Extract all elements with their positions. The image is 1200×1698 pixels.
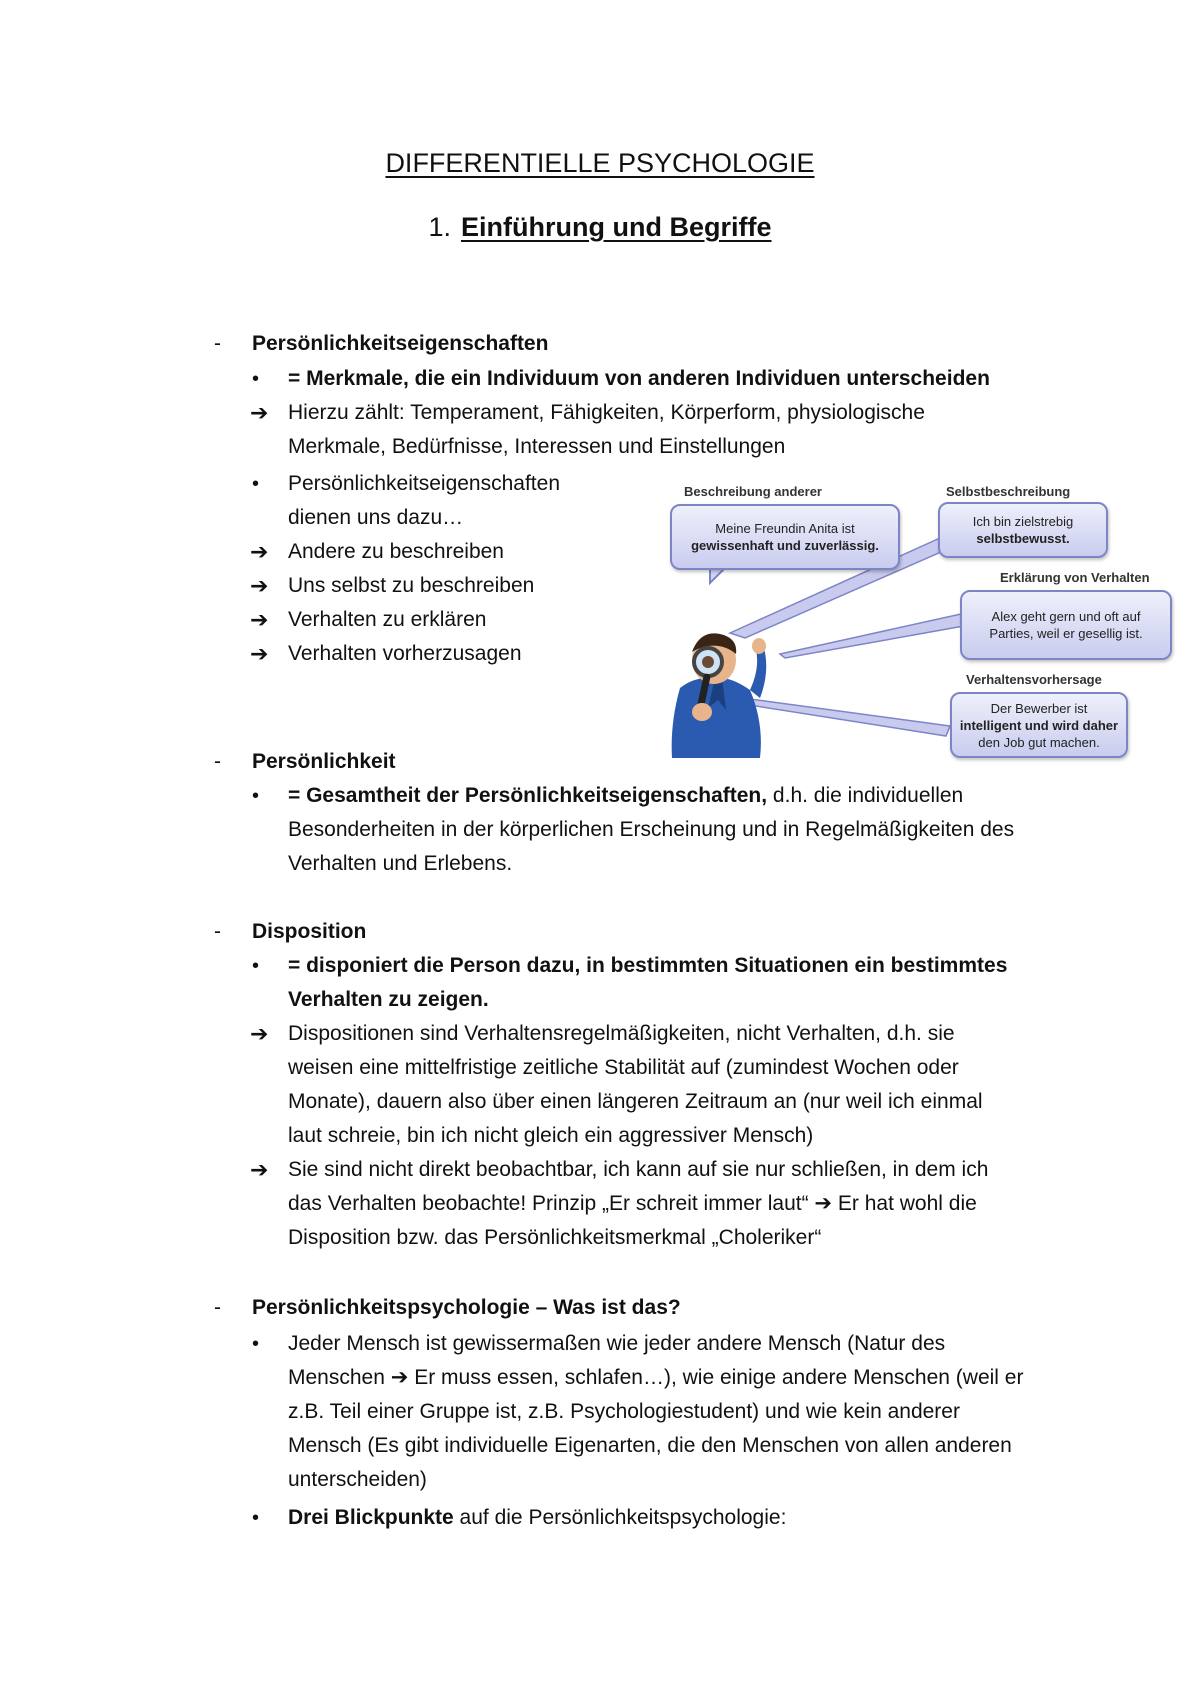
bullet-icon: •	[252, 473, 260, 495]
section-title-text: Einführung und Begriffe	[461, 212, 772, 242]
person-with-magnifier-icon	[660, 628, 770, 758]
heading-persoenlichkeitseigenschaften: Persönlichkeitseigenschaften	[252, 332, 549, 355]
bubble-text: Meine Freundin Anita ist	[715, 521, 855, 536]
label-selbstbeschreibung: Selbstbeschreibung	[946, 484, 1071, 499]
list-dash: -	[214, 920, 221, 943]
arrow-right-icon: ➔	[250, 1021, 269, 1046]
list-dash: -	[214, 1296, 221, 1319]
list-item-text: Mensch (Es gibt individuelle Eigenarten, die den Menschen von allen anderen	[288, 1434, 1012, 1457]
bubble-text: Parties, weil er gesellig ist.	[989, 626, 1143, 641]
list-item-text	[288, 1190, 977, 1218]
list-item-text-part: Er hat wohl die	[837, 1192, 977, 1215]
list-item-text: dienen uns dazu…	[288, 506, 464, 529]
list-item-text: z.B. Teil einer Gruppe ist, z.B. Psychologiestudent) und wie kein anderer	[288, 1400, 960, 1423]
definition-merkmale: = Merkmale, die ein Individuum von anderen Individuen unterscheiden	[288, 367, 990, 390]
bubble-text: Der Bewerber ist	[990, 700, 1088, 716]
list-item-text-part: das Verhalten beobachte! Prinzip „Er schreit immer laut“	[288, 1192, 809, 1215]
definition-bold: = Gesamtheit der Persönlichkeitseigenschaften,	[288, 784, 768, 807]
list-item-text: Verhalten vorherzusagen	[288, 642, 522, 665]
list-item-text: laut schreie, bin ich nicht gleich ein aggressiver Mensch)	[288, 1124, 814, 1147]
list-item-text: Disposition bzw. das Persönlichkeitsmerkmal „Choleriker“	[288, 1226, 822, 1249]
definition-disposition: = disponiert die Person dazu, in bestimmten Situationen ein bestimmtes	[288, 954, 1008, 977]
bubble-text: gewissenhaft und zuverlässig.	[691, 538, 879, 553]
bullet-icon: •	[252, 955, 260, 977]
list-item-text: Merkmale, Bedürfnisse, Interessen und Einstellungen	[288, 435, 786, 458]
label-verhaltensvorhersage: Verhaltensvorhersage	[966, 672, 1102, 687]
list-item-text	[288, 1364, 1023, 1392]
list-item-text: Dispositionen sind Verhaltensregelmäßigkeiten, nicht Verhalten, d.h. sie	[288, 1022, 955, 1045]
bubble-text: Ich bin zielstrebig	[972, 514, 1074, 529]
definition-disposition: Verhalten zu zeigen.	[288, 988, 489, 1011]
arrow-right-icon: ➔	[814, 1192, 833, 1215]
document-title: DIFFERENTIELLE PSYCHOLOGIE	[385, 148, 815, 178]
list-item-text: Hierzu zählt: Temperament, Fähigkeiten, Körperform, physiologische	[288, 401, 925, 424]
list-item-text: Monate), dauern also über einen längeren Zeitraum an (nur weil ich einmal	[288, 1090, 983, 1113]
list-item-text: unterscheiden)	[288, 1468, 427, 1491]
bubble-text: selbstbewusst.	[976, 531, 1070, 546]
arrow-right-icon: ➔	[390, 1366, 409, 1389]
arrow-right-icon: ➔	[250, 539, 269, 564]
heading-persoenlichkeitspsychologie: Persönlichkeitspsychologie – Was ist das?	[252, 1296, 681, 1319]
label-beschreibung-anderer: Beschreibung anderer	[684, 484, 822, 499]
list-dash: -	[214, 750, 221, 773]
list-item-text: weisen eine mittelfristige zeitliche Stabilität auf (zumindest Wochen oder	[288, 1056, 959, 1079]
speech-bubble	[938, 502, 1108, 558]
arrow-right-icon: ➔	[250, 607, 269, 632]
section-number: 1.	[428, 212, 452, 242]
speech-bubble	[960, 590, 1172, 660]
heading-persoenlichkeit: Persönlichkeit	[252, 750, 396, 773]
list-item-text-part: Er muss essen, schlafen…), wie einige andere Menschen (weil er	[414, 1366, 1024, 1389]
arrow-right-icon: ➔	[250, 573, 269, 598]
illustration-person-speech-bubbles	[650, 478, 1180, 758]
list-item-text: Jeder Mensch ist gewissermaßen wie jeder andere Mensch (Natur des	[288, 1332, 946, 1355]
list-item-text-part: auf die Persönlichkeitspsychologie:	[453, 1506, 787, 1529]
list-item-text: Verhalten zu erklären	[288, 608, 487, 631]
list-item-text: Sie sind nicht direkt beobachtbar, ich kann auf sie nur schließen, in dem ich	[288, 1158, 989, 1181]
bullet-icon: •	[252, 1333, 260, 1355]
arrow-right-icon: ➔	[250, 1157, 269, 1182]
list-item-text: Uns selbst zu beschreiben	[288, 574, 535, 597]
bullet-icon: •	[252, 1507, 260, 1529]
list-item-text: Besonderheiten in der körperlichen Erscheinung und in Regelmäßigkeiten des	[288, 818, 1015, 841]
definition-rest: d.h. die individuellen	[767, 784, 964, 807]
bubble-text: Alex geht gern und oft auf	[991, 609, 1141, 624]
bubble-text: intelligent und wird daher	[959, 717, 1119, 733]
bullet-icon: •	[252, 368, 260, 390]
speech-bubble	[670, 504, 900, 570]
arrow-right-icon: ➔	[250, 641, 269, 666]
list-item-text: Andere zu beschreiben	[288, 540, 504, 563]
list-item-text-bold: Drei Blickpunkte	[288, 1506, 454, 1529]
arrow-right-icon: ➔	[250, 400, 269, 425]
bullet-icon: •	[252, 785, 260, 807]
definition-persoenlichkeit	[288, 782, 963, 810]
list-item-text-part: Menschen	[288, 1366, 385, 1389]
list-item-text	[288, 1504, 786, 1532]
heading-disposition: Disposition	[252, 920, 367, 943]
bubble-text: den Job gut machen.	[978, 734, 1100, 750]
label-erklaerung-von-verhalten: Erklärung von Verhalten	[1000, 570, 1150, 585]
list-dash: -	[214, 332, 221, 355]
list-item-text: Verhalten und Erlebens.	[288, 852, 513, 875]
list-item-text: Persönlichkeitseigenschaften	[288, 472, 560, 495]
speech-bubble	[950, 692, 1128, 758]
section-title	[0, 212, 1200, 243]
